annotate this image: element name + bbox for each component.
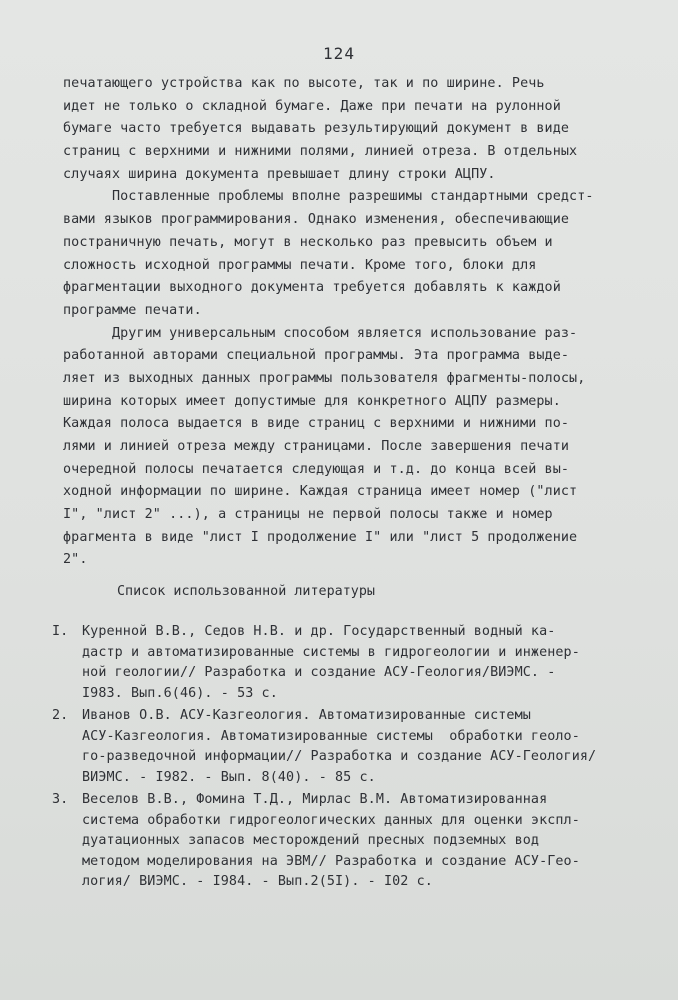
- reference-line: [52, 790, 652, 811]
- page-number: 124: [323, 44, 355, 63]
- body-line: бумаге часто требуется выдавать результирующий документ в виде: [63, 121, 570, 137]
- reference-line: [52, 727, 652, 748]
- reference-line: [52, 663, 652, 684]
- body-line: Другим универсальным способом является использование раз-: [63, 325, 578, 341]
- body-line: работанной авторами специальной программы. Эта программа выде-: [63, 348, 570, 364]
- reference-text: I983. Вып.6(46). - 53 с.: [82, 685, 278, 701]
- body-line: сложность исходной программы печати. Кроме того, блоки для: [63, 257, 537, 273]
- reference-text: ной геологии// Разработка и создание АСУ-Геология/ВИЭМС. -: [82, 665, 556, 680]
- reference-line: [52, 768, 652, 789]
- body-text: [63, 73, 643, 572]
- reference-text: Веселов В.В., Фомина Т.Д., Мирлас В.М. Автоматизированная: [82, 792, 548, 807]
- body-line: идет не только о складной бумаге. Даже при печати на рулонной: [63, 98, 561, 114]
- reference-text: система обработки гидрогеологических данных для оценки экспл-: [82, 812, 580, 828]
- reference-number: I.: [52, 624, 69, 639]
- body-line: фрагментации выходного документа требуется добавлять к каждой: [63, 280, 561, 296]
- reference-line: [52, 852, 652, 873]
- body-line: вами языков программирования. Однако изменения, обеспечивающие: [63, 212, 570, 228]
- reference-text: методом моделирования на ЭВМ// Разработка и создание АСУ-Гео-: [82, 853, 580, 869]
- body-line: фрагмента в виде "лист I продолжение I" или "лист 5 продолжение: [63, 529, 578, 545]
- reference-number: 2.: [52, 708, 69, 723]
- body-line: постраничную печать, могут в несколько раз превысить объем и: [63, 234, 553, 250]
- body-line: печатающего устройства как по высоте, так и по ширине. Речь: [63, 76, 545, 91]
- reference-text: Иванов О.В. АСУ-Казгеология. Автоматизированные системы: [82, 708, 531, 723]
- reference-text: Куренной В.В., Седов Н.В. и др. Государственный водный ка-: [82, 624, 556, 639]
- body-line: Поставленные проблемы вполне разрешимы стандартными средст-: [63, 189, 594, 205]
- reference-text: АСУ-Казгеология. Автоматизированные системы обработки геоло-: [82, 728, 580, 744]
- references-title: Список использованной литературы: [117, 584, 375, 599]
- body-line: ширина которых имеет допустимые для конкретного АЦПУ размеры.: [63, 393, 561, 409]
- reference-line: [52, 831, 652, 852]
- reference-item: [52, 622, 652, 704]
- reference-text: го-разведочной информации// Разработка и создание АСУ-Геология/: [82, 749, 597, 764]
- references-list: [52, 622, 652, 895]
- reference-line: [52, 872, 652, 893]
- reference-number: 3.: [52, 792, 69, 807]
- body-line: лями и линией отреза между страницами. После завершения печати: [63, 439, 570, 454]
- reference-text: ВИЭМС. - I982. - Вып. 8(40). - 85 с.: [82, 769, 376, 785]
- reference-text: дуатационных запасов месторождений пресных подземных вод: [82, 833, 540, 848]
- body-line: страниц с верхними и нижними полями, линией отреза. В отдельных: [63, 144, 578, 160]
- reference-text: дастр и автоматизированные системы в гидрогеологии и инженер-: [82, 644, 580, 660]
- body-line: I", "лист 2" ...), а страницы не первой полосы также и номер: [63, 507, 553, 523]
- reference-line: [52, 622, 652, 643]
- body-line: Каждая полоса выдается в виде страниц с верхними и нижними по-: [63, 416, 570, 432]
- body-line: ляет из выходных данных программы пользователя фрагменты-полосы,: [63, 370, 586, 386]
- reference-line: [52, 643, 652, 664]
- reference-text: логия/ ВИЭМС. - I984. - Вып.2(5I). - I02 с.: [82, 874, 433, 889]
- reference-line: [52, 706, 652, 727]
- body-line: программе печати.: [63, 302, 202, 318]
- reference-line: [52, 811, 652, 832]
- reference-line: [52, 747, 652, 768]
- body-line: ходной информации по ширине. Каждая страница имеет номер ("лист: [63, 484, 578, 500]
- body-line: 2".: [63, 552, 88, 568]
- reference-line: [52, 684, 652, 705]
- body-line: случаях ширина документа превышает длину строки АЦПУ.: [63, 166, 496, 182]
- body-line: очередной полосы печатается следующая и т.д. до конца всей вы-: [63, 461, 570, 477]
- reference-item: [52, 790, 652, 893]
- reference-item: [52, 706, 652, 788]
